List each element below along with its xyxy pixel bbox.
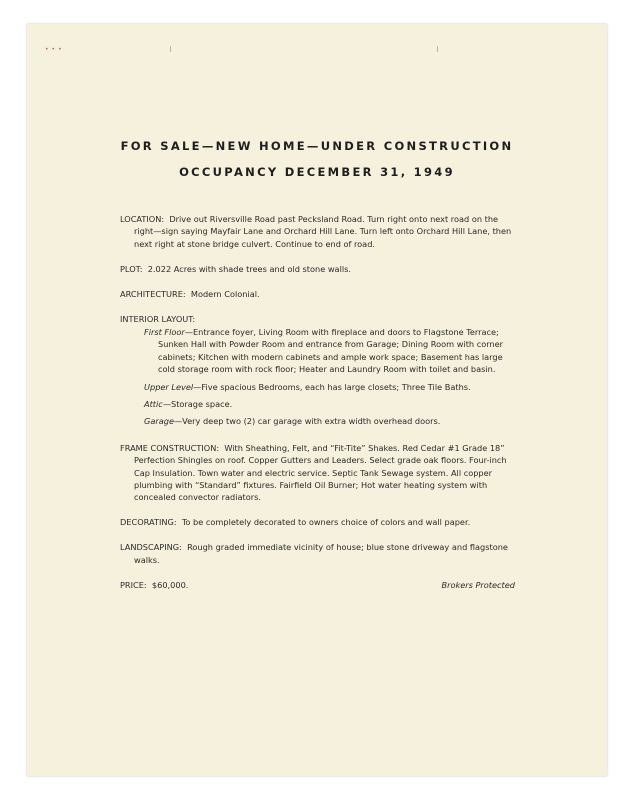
price-block (120, 579, 188, 591)
landscaping-label: LANDSCAPING: (120, 542, 182, 553)
interior-item-text: —Entrance foyer, Living Room with fireplace and doors to Flagstone Terrace; Sunken Hall with Powder Room and entrance from Garage; Dining Room with corner cabinets; Kitchen with modern cabinets and ample work space; Basement has large cold storage room with rock floor; Heater and Laundry Room with toilet and basin. (158, 326, 504, 375)
location-section (120, 213, 515, 250)
interior-label: INTERIOR LAYOUT: (120, 313, 196, 324)
interior-item (120, 326, 515, 376)
location-label: LOCATION: (120, 214, 165, 224)
plot-label: PLOT: (120, 263, 143, 274)
interior-item-label: Attic (144, 398, 163, 409)
landscaping-section (120, 541, 515, 566)
interior-item-text: —Very deep two (2) car garage with extra width overhead doors. (173, 416, 441, 427)
interior-item-text: —Five spacious Bedrooms, each has large closets; Three Tile Baths. (193, 381, 471, 392)
decorating-text: To be completely decorated to owners choice of colors and wall paper. (181, 517, 471, 528)
price-label: PRICE: (120, 579, 147, 590)
interior-item-label: Garage (144, 416, 174, 427)
decorating-section (120, 516, 515, 528)
landscaping-text: Rough graded immediate vicinity of house; blue stone driveway and flagstone walks. (134, 542, 508, 565)
architecture-label: ARCHITECTURE: (120, 288, 186, 299)
location-text: Drive out Riversville Road past Pecksland Road. Turn right onto next road on the right—sign saying Mayfair Lane and Orchard Hill Lane. Turn left onto Orchard Hill Lane, then next right at stone bridge culvert. Continue to end of road. (134, 214, 512, 249)
decorating-label: DECORATING: (120, 517, 177, 528)
frame-text: With Sheathing, Felt, and “Fit-Tite” Shakes. Red Cedar #1 Grade 18” Perfection Shingles on roof. Copper Gutters and Leaders. Select grade oak floors. Four-inch Cap Insulation. Town water and electric service. Septic Tank Sewage system. All copper plumbing with “Standard” fixtures. Fairfield Oil Burner; Hot water heating system with concealed convector radiators. (134, 442, 507, 503)
brokers-protected: Brokers Protected (441, 579, 515, 590)
crease-mark (437, 46, 438, 52)
interior-item-label: Upper Level (144, 381, 194, 392)
plot-text: 2.022 Acres with shade trees and old stone walls. (147, 263, 351, 274)
interior-item (120, 398, 515, 410)
frame-label: FRAME CONSTRUCTION: (120, 442, 220, 453)
interior-item-text: —Storage space. (162, 398, 233, 409)
plot-section (120, 263, 515, 275)
corner-marks: ••• (45, 46, 65, 53)
price-row (120, 579, 515, 591)
architecture-text: Modern Colonial. (190, 288, 260, 299)
interior-item (120, 381, 515, 393)
title-line-2: OCCUPANCY DECEMBER 31, 1949 (179, 165, 455, 179)
interior-section (120, 313, 515, 428)
listing-body (120, 213, 515, 591)
price-value: $60,000. (151, 579, 189, 590)
architecture-section (120, 288, 515, 300)
interior-item-label: First Floor (144, 326, 185, 337)
title-line-1: FOR SALE—NEW HOME—UNDER CONSTRUCTION (120, 139, 514, 153)
interior-item (120, 415, 515, 427)
frame-section (120, 442, 515, 504)
crease-mark (170, 46, 171, 52)
document-page (27, 24, 607, 776)
